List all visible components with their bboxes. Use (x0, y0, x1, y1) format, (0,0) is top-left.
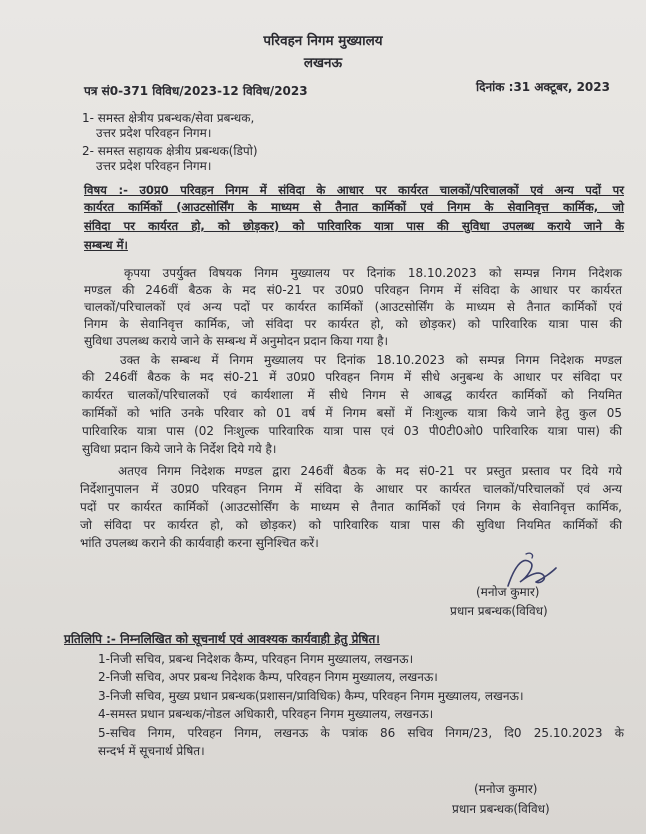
recipient-2-line1: 2- समस्त सहायक क्षेत्रीय प्रबन्धक(डिपो) (82, 144, 258, 158)
subject-line: सम्बन्ध में। (84, 238, 128, 252)
body-line: पदों पर कार्यरत कार्मिकों (आउटसोर्सिंग के माध्यम से तैनात कार्मिकों एवं निगम के सेवानिवृत्त कार्मिक, (80, 500, 622, 514)
copy-item: 1-निजी सचिव, प्रबन्ध निदेशक कैम्प, परिवहन निगम मुख्यालय, लखनऊ। (98, 652, 414, 666)
copy-item: 4-समस्त प्रधान प्रबन्धक/नोडल अधिकारी, परिवहन निगम मुख्यालय, लखनऊ। (98, 707, 434, 721)
signatory-designation: प्रधान प्रबन्धक(विविध) (450, 604, 548, 618)
signatory-name: (मनोज कुमार) (476, 585, 540, 599)
recipient-2-line2: उत्तर प्रदेश परिवहन निगम। (96, 159, 212, 173)
body-line: कार्मिकों को भांति उनके परिवार को 01 वर्ष में निगम बसों में निःशुल्क यात्रा किये जाने हेतु कुल 05 (82, 406, 622, 420)
body-line: मण्डल की 246वीं बैठक के मद सं0-21 पर उ0प्र0 परिवहन निगम में संविदा के आधार पर कार्यरत (84, 283, 622, 297)
body-line: उक्त के सम्बन्ध में निगम मुख्यालय पर दिनांक 18.10.2023 को सम्पन्न निगम निदेशक मण्डल (120, 353, 622, 367)
recipient-1-line1: 1- समस्त क्षेत्रीय प्रबन्धक/सेवा प्रबन्धक, (82, 111, 255, 125)
body-line: सुविधा उपलब्ध कराये जाने के सम्बन्ध में अनुमोदन प्रदान किया गया है। (84, 334, 389, 348)
subject-line: कार्यरत कार्मिकों (आउटसोर्सिंग के माध्यम से तैनात कार्मिकों एवं निगम के सेवानिवृत्त कार्मिक, जो (84, 200, 624, 214)
body-line: जो संविदा पर कार्यरत हो, को छोड़कर) को पारिवारिक यात्रा पास की सुविधा नियमित कार्मिकों की (80, 518, 622, 532)
signatory-designation: प्रधान प्रबन्धक(विविध) (452, 802, 550, 816)
letter-date: दिनांक :31 अक्टूबर, 2023 (476, 80, 610, 94)
copy-item: 5-सचिव निगम, परिवहन निगम, लखनऊ के पत्रांक 86 सचिव निगम/23, दि0 25.10.2023 के (98, 726, 624, 740)
subject-line: संविदा पर कार्यरत हो, को छोड़कर) को पारिवारिक यात्रा पास की सुविधा उपलब्ध कराये जाने के (84, 219, 624, 233)
body-line: चालकों/परिचालकों एवं अन्य पदों पर कार्यरत कार्मिकों (आउटसोर्सिंग के माध्यम से तैनात कार्मिकों एवं (84, 300, 622, 314)
subject-line: विषय :- उ0प्र0 परिवहन निगम में संविदा के आधार पर कार्यरत चालकों/परिचालकों एवं अन्य पदों पर (84, 183, 624, 197)
body-line: भांति उपलब्ध कराने की कार्यवाही करना सुनिश्चित करें। (80, 536, 319, 550)
copy-item: 3-निजी सचिव, मुख्य प्रधान प्रबन्धक(प्रशासन/प्राविधिक) कैम्प, परिवहन निगम मुख्यालय, लखनऊ। (98, 689, 524, 703)
body-line: सुविधा प्रदान किये जाने के निर्देश दिये गये है। (82, 442, 277, 456)
body-line: कृपया उपर्युक्त विषयक निगम मुख्यालय पर दिनांक 18.10.2023 को सम्पन्न निगम निदेशक (124, 266, 622, 280)
copy-item: 2-निजी सचिव, अपर प्रबन्ध निदेशक कैम्प, परिवहन निगम मुख्यालय, लखनऊ। (98, 670, 438, 684)
body-line: की 246वीं बैठक के मद सं0-21 में उ0प्र0 परिवहन निगम में सीधे अनुबन्ध के आधार पर संविदा पर (82, 370, 622, 384)
org-heading: परिवहन निगम मुख्यालय (263, 33, 383, 49)
body-line: अतएव निगम निदेशक मण्डल द्वारा 246वीं बैठक के मद सं0-21 पर प्रस्तुत प्रस्ताव पर दिये गये (118, 464, 622, 478)
recipient-1-line2: उत्तर प्रदेश परिवहन निगम। (96, 126, 212, 140)
body-line: कार्यरत चालकों/परिचालकों एवं कार्यशाला में सीधे निगम से आबद्ध कार्यरत कार्मिकों को नियमित (82, 388, 622, 402)
letter-number: पत्र सं0-371 विविध/2023-12 विविध/2023 (84, 84, 308, 98)
copy-item-continuation: सन्दर्भ में सूचनार्थ प्रेषित। (98, 744, 205, 758)
body-line: पारिवारिक यात्रा पास (02 निःशुल्क पारिवारिक यात्रा पास एवं 03 पी0टी0ओ0 पारिवारिक यात्रा पास) की (82, 424, 622, 438)
signatory-name: (मनोज कुमार) (474, 782, 538, 796)
city-heading: लखनऊ (303, 55, 343, 71)
body-line: निर्देशानुपालन में उ0प्र0 परिवहन निगम में संविदा के आधार पर कार्यरत चालकों/परिचालकों एवं अन्य (80, 482, 622, 496)
body-line: निगम के सेवानिवृत्त कार्मिक, जो संविदा पर कार्यरत हो, को छोड़कर) को पारिवारिक यात्रा पास की (84, 317, 622, 331)
copy-heading: प्रतिलिपि :- निम्नलिखित को सूचनार्थ एवं आवश्यक कार्यवाही हेतु प्रेषित। (64, 632, 380, 646)
